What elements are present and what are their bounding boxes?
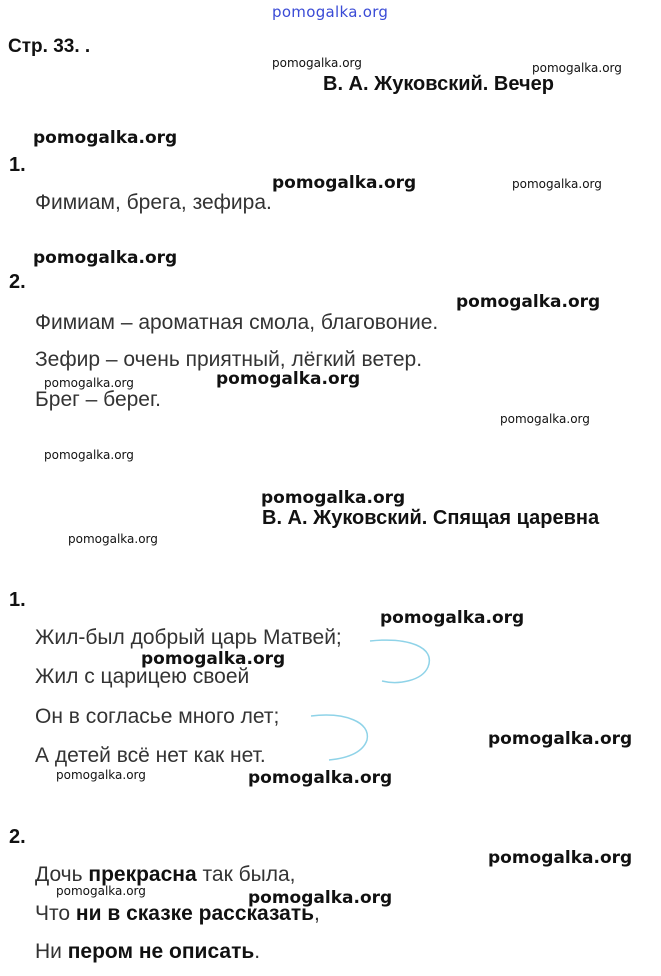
watermark: pomogalka.org [456,292,601,312]
poem-line: Жил-был добрый царь Матвей; [35,626,342,649]
plain-text: Ни [35,940,68,963]
watermark: pomogalka.org [532,61,622,75]
highlighted-word: пером не описать [67,940,255,963]
plain-text: Дочь [35,863,89,886]
answer-line: Фимиам – ароматная смола, благовоние. [35,311,439,334]
watermark: pomogalka.org [68,532,158,546]
watermark-top[interactable]: pomogalka.org [272,3,389,21]
watermark: pomogalka.org [33,128,178,148]
answer-line: Зефир – очень приятный, лёгкий ветер. [35,348,423,371]
watermark: pomogalka.org [380,608,525,628]
watermark: pomogalka.org [248,888,393,908]
watermark: pomogalka.org [512,177,602,191]
task-number: 2. [9,271,26,293]
watermark: pomogalka.org [272,56,362,70]
poem-line: Он в согласье много лет; [35,705,280,728]
watermark: pomogalka.org [261,488,406,508]
plain-text: Что [35,902,76,925]
poem-line [35,940,260,964]
answer-line: Фимиам, брега, зефира. [35,191,272,214]
rhyme-arc-icon [305,710,385,770]
plain-text: так была, [196,863,296,886]
watermark: pomogalka.org [33,248,178,268]
section-title-evening: В. А. Жуковский. Вечер [323,73,554,95]
section-title-sleeping-princess: В. А. Жуковский. Спящая царевна [262,507,600,529]
watermark: pomogalka.org [488,848,633,868]
rhyme-arc-icon [368,635,448,695]
task-number: 1. [9,154,26,176]
plain-text: , [314,902,320,925]
poem-line: Жил с царицею своей [35,665,250,688]
watermark: pomogalka.org [248,768,393,788]
watermark: pomogalka.org [272,173,417,193]
watermark: pomogalka.org [216,369,361,389]
plain-text: . [254,940,261,963]
task-number: 1. [9,589,26,611]
page-label: Стр. 33. . [8,36,91,57]
task-number: 2. [9,826,26,848]
watermark: pomogalka.org [56,884,146,898]
watermark: pomogalka.org [500,412,590,426]
highlighted-word: прекрасна [88,863,197,886]
watermark: pomogalka.org [141,649,286,669]
watermark: pomogalka.org [44,376,134,390]
watermark: pomogalka.org [56,768,146,782]
highlighted-word: ни в сказке рассказать [75,902,315,925]
answer-line: Брег – берег. [35,388,161,411]
poem-line: А детей всё нет как нет. [35,744,266,767]
watermark: pomogalka.org [44,448,134,462]
watermark: pomogalka.org [488,729,633,749]
